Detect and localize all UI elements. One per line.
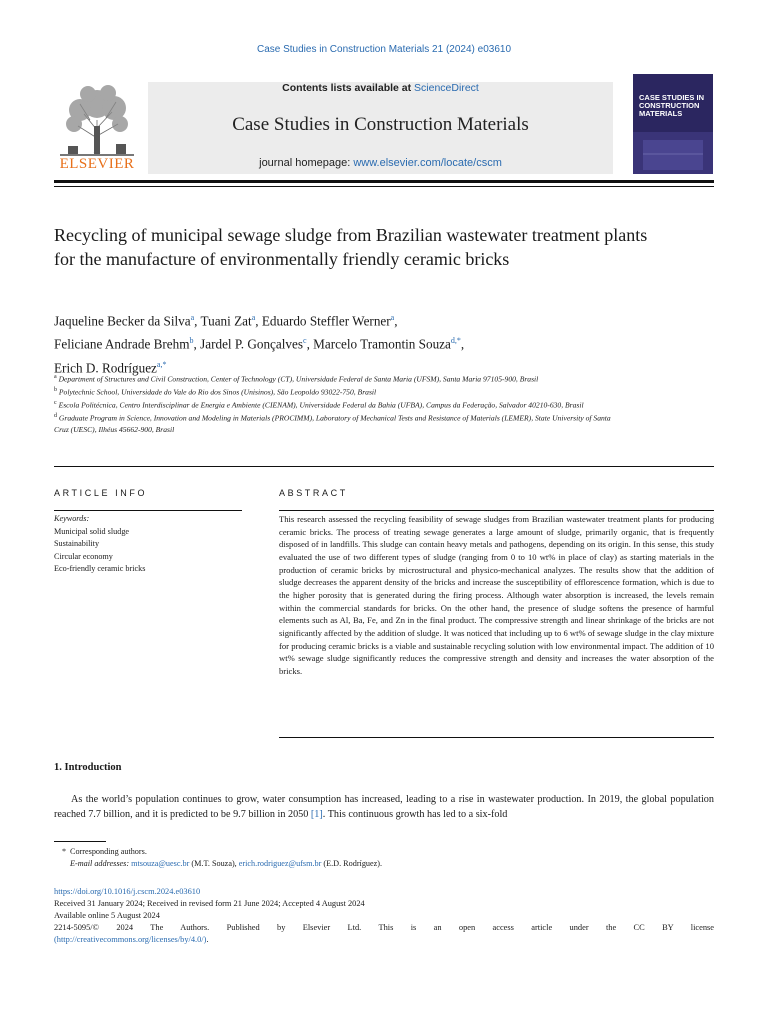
doi-link[interactable]: https://doi.org/10.1016/j.cscm.2024.e03610 xyxy=(54,887,201,896)
author-name[interactable]: Jardel P. Gonçalves xyxy=(200,336,304,352)
author-name[interactable]: Jaqueline Becker da Silva xyxy=(54,313,191,329)
keyword-item: Eco-friendly ceramic bricks xyxy=(54,564,146,574)
affiliation-item xyxy=(54,372,614,385)
author-affiliation-mark[interactable]: a xyxy=(390,313,395,322)
author-name[interactable]: Marcelo Tramontin Souza xyxy=(313,336,451,352)
affiliation-mark: a xyxy=(54,374,57,380)
journal-reference[interactable]: Case Studies in Construction Materials 21 (2024) e03610 xyxy=(256,44,512,55)
article-info-rule xyxy=(54,510,242,511)
affiliation-item xyxy=(54,385,614,398)
author-list xyxy=(54,308,674,378)
author-affiliation-mark[interactable]: a xyxy=(251,313,256,322)
author-affiliation-mark[interactable]: a,* xyxy=(156,359,167,369)
license-line: 2214-5095/© 2024 The Authors. Published by Elsevier Ltd. This is an open access article under the CC BY license xyxy=(54,923,714,933)
license-end: . xyxy=(206,935,209,945)
corresponding-authors: Corresponding authors. xyxy=(70,847,147,856)
affiliations xyxy=(54,372,614,436)
received-dates: Received 31 January 2024; Received in revised form 21 June 2024; Accepted 4 August 2024 xyxy=(54,899,365,909)
email-link-souza[interactable]: mtsouza@uesc.br xyxy=(131,859,190,868)
publication-info xyxy=(54,886,714,946)
author-line-2 xyxy=(54,331,674,354)
footnote-rule xyxy=(54,841,106,842)
keyword-list xyxy=(54,526,242,576)
author-separator: , xyxy=(394,313,398,329)
journal-title: Case Studies in Construction Materials xyxy=(232,114,529,135)
author-separator: , xyxy=(193,336,201,352)
intro-text-1: As the world’s population continues to grow, water consumption has increased, leading to a rise in wastewater production. In 2019, the global population reached 7.7 billion, and it is predicted to be 9.7 billion in 2050 xyxy=(54,794,714,820)
intro-text-2: . This continuous growth has led to a six-fold xyxy=(322,809,508,820)
email-owner-rodriguez: (E.D. Rodríguez). xyxy=(321,859,383,868)
affiliation-item xyxy=(54,398,614,411)
affiliation-item xyxy=(54,411,614,436)
available-online: Available online 5 August 2024 xyxy=(54,911,160,921)
article-info-label: ARTICLE INFO xyxy=(54,488,148,498)
author-affiliation-mark[interactable]: c xyxy=(303,336,307,346)
keyword-item: Sustainability xyxy=(54,539,100,549)
header-rule-thick xyxy=(54,180,714,183)
introduction-heading: 1. Introduction xyxy=(54,762,122,773)
keywords-heading: Keywords: xyxy=(54,514,90,523)
keywords-block xyxy=(54,513,242,576)
reference-link-1[interactable]: [1] xyxy=(310,809,323,820)
abstract-rule xyxy=(279,510,714,511)
contents-prefix: Contents lists available at xyxy=(282,82,415,94)
keyword-item: Municipal solid sludge xyxy=(54,526,130,536)
abstract-label: ABSTRACT xyxy=(279,488,348,498)
author-line-1 xyxy=(54,308,674,331)
author-separator: , xyxy=(255,313,262,329)
author-affiliation-mark[interactable]: b xyxy=(189,336,194,346)
author-affiliation-mark[interactable]: a xyxy=(190,313,195,322)
author-separator: , xyxy=(194,313,201,329)
author-name[interactable]: Feliciane Andrade Brehm xyxy=(54,336,190,352)
affiliation-rule xyxy=(54,466,714,467)
affiliation-text: Department of Structures and Civil Construction, Center of Technology (CT), Universidade Federal de Santa Maria (UFSM), Santa Maria 97105-900, Brasil xyxy=(56,374,539,384)
affiliation-text: Escola Politécnica, Centro Interdisciplinar de Energia e Ambiente (CIENAM), Universidade Federal da Bahia (UFBA), Campus da Federação, Salvador 40210-630, Brasil xyxy=(56,400,584,410)
introduction-paragraph xyxy=(54,792,714,822)
affiliation-text: Polytechnic School, Universidade do Vale do Rio dos Sinos (Unisinos), São Leopoldo 93022-750, Brasil xyxy=(57,387,377,397)
homepage-link[interactable]: www.elsevier.com/locate/cscm xyxy=(353,157,502,169)
license-link[interactable]: (http://creativecommons.org/licenses/by/4.0/) xyxy=(54,935,207,945)
cover-graphic xyxy=(633,132,713,174)
journal-cover-image xyxy=(633,74,713,174)
homepage-prefix: journal homepage: xyxy=(259,157,354,169)
email-owner-souza: (M.T. Souza), xyxy=(189,859,239,868)
author-name[interactable]: Erich D. Rodríguez xyxy=(54,360,157,376)
affiliation-mark: d xyxy=(54,413,57,420)
asterisk-mark: * xyxy=(62,847,67,856)
author-separator: , xyxy=(306,336,314,352)
email-label: E-mail addresses: xyxy=(70,859,132,868)
author-separator: , xyxy=(460,336,465,352)
article-title: Recycling of municipal sewage sludge from Brazilian wastewater treatment plants for the manufacture of environmentally friendly ceramic bricks xyxy=(54,225,648,269)
author-name[interactable]: Eduardo Steffler Werner xyxy=(261,313,391,329)
footnotes xyxy=(54,846,714,870)
abstract-bottom-rule xyxy=(279,737,714,738)
keyword-item: Circular economy xyxy=(54,551,113,561)
cover-title: CASE STUDIES IN CONSTRUCTION MATERIALS xyxy=(639,93,705,118)
header-rule-thin xyxy=(54,186,714,187)
abstract-text: This research assessed the recycling feasibility of sewage sludges from Brazilian wastewater treatment plants for producing ceramic bricks. The process of treating sewage generates a large amount of sludge, primarily organic, that is frequently disposed of in landfills. This sludge can contain heavy metals and pathogens, depending on its origin. In this sense, this study evaluated the use of two different types of sludge (ranging from 0 to 10 wt% in place of clay) as starting materials in the production of ceramic bricks by microstructural and physico-mechanical analyzes. The results show that the addition of sludge decreases the apparent density of the bricks and increase the susceptibility of efflorescence formation, which is due to the higher porosity that is generated during the firing process. Although water absorption is increased, the levels remain within the commercial standards for bricks. On the other hand, the presence of sludge softens the presence of harmful elements such as Al, Ba, Fe, and Zn in the final product. The compressive strength and linear shrinkage of the bricks are not significantly affected by the addition of sludge. It was noticed that including up to 6 wt% of sewage sludge in the clay mixture for producing ceramic bricks is a viable and sustainable recycling solution with low environmental impact. The addition of 10 wt% sewage sludge significantly reduces the compressive strength and density and increases the water absorption of the bricks. xyxy=(279,514,714,676)
elsevier-wordmark: ELSEVIER xyxy=(59,156,135,172)
affiliation-text: Graduate Program in Science, Innovation and Modeling in Materials (PROCIMM), Laboratory of Mechanical Tests and Resistance of Materials (LEMER), State University of Santa Cruz (UESC), Ilhéus 45662-900, Brasil xyxy=(54,413,611,435)
affiliation-mark: b xyxy=(54,387,57,394)
sciencedirect-link[interactable]: ScienceDirect xyxy=(414,82,479,94)
journal-homepage xyxy=(148,157,613,169)
affiliation-mark: c xyxy=(54,400,57,407)
author-affiliation-mark[interactable]: d,* xyxy=(450,336,461,346)
email-link-rodriguez[interactable]: erich.rodriguez@ufsm.br xyxy=(238,859,322,868)
contents-line xyxy=(148,82,613,94)
author-name[interactable]: Tuani Zat xyxy=(200,313,252,329)
